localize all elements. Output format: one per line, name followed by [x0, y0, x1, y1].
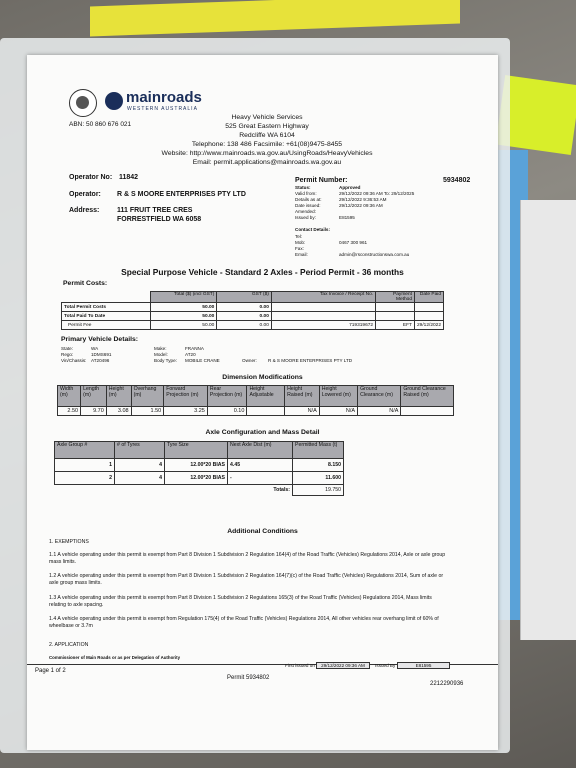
col-header: GST ($) [217, 292, 272, 303]
dimensions-heading: Dimension Modifications [222, 374, 303, 381]
operator-name: R & S MOORE ENTERPRISES PTY LTD [117, 191, 246, 198]
mob-value: 0467 300 961 [339, 240, 368, 245]
contact-key: Fax: [295, 246, 304, 251]
contact-key: Email: [295, 252, 308, 257]
address-line: Telephone: 138 486 Facsimile: +61(08)9475-8455 [191, 141, 343, 148]
cell: 1 [55, 459, 115, 472]
condition-item: 1.3 A vehicle operating under this permit is exempt from Part 8 Division 1 Subdivision 2 Regulations 165(3) of the Road Traffic (Vehicles) Regulations 2014, Mass limits relating to axle spacing. [49, 595, 432, 608]
table-row [58, 407, 454, 416]
col-header: Height Raised (m) [285, 386, 320, 407]
issued-by-value: E81595 [397, 662, 451, 669]
costs-blank-header [62, 292, 151, 303]
cell [376, 312, 415, 321]
issued-value: 29/12/2022 09:36 AM [339, 203, 383, 208]
totals-value: 19.750 [293, 485, 344, 496]
wa-crest-icon [69, 89, 97, 117]
col-header: Height Adjustable [247, 386, 285, 407]
cell: 11.600 [293, 472, 344, 485]
table-row [62, 321, 444, 330]
vehicle-values-right [185, 346, 220, 364]
vehicle-key: Vin/Chassis: [61, 358, 87, 363]
email-value: admin@rsconstructionswa.com.au [339, 252, 410, 257]
cell: N/A [285, 407, 320, 416]
row-label: Total Permit Costs [62, 303, 151, 312]
vehicle-heading: Primary Vehicle Details: [61, 336, 139, 343]
permit-page [27, 55, 498, 750]
address-line: 525 Great Eastern Highway [225, 123, 309, 130]
vehicle-key: Model: [154, 352, 168, 357]
cell: 3.25 [164, 407, 208, 416]
permit-field: Amended: [295, 209, 316, 214]
axles-heading: Axle Configuration and Mass Detail [205, 429, 320, 436]
col-header: Length (m) [81, 386, 107, 407]
cell: 2.50 [58, 407, 81, 416]
contact-values [339, 234, 409, 258]
dimensions-table [57, 385, 454, 416]
first-issued-label: First issued on [285, 663, 315, 668]
table-row [55, 459, 344, 472]
col-header: Next Axle Dist (m) [228, 442, 293, 459]
col-header: Height (m) [106, 386, 131, 407]
model-value: AT20 [185, 352, 196, 357]
contact-key: Mob: [295, 240, 306, 245]
totals-row [55, 485, 344, 496]
cell: 0.00 [217, 303, 272, 312]
table-header-row [58, 386, 454, 407]
row-label: Total Paid To Date [62, 312, 151, 321]
vehicle-key: Body Type: [154, 358, 177, 363]
cell: 50.00 [150, 321, 216, 330]
vehicle-values-left [91, 346, 111, 364]
cell: 2 [55, 472, 115, 485]
operator-no-label: Operator No: [69, 174, 113, 181]
col-header: Tyre Size [165, 442, 228, 459]
vehicle-keys-right [154, 346, 177, 364]
permit-values [339, 185, 414, 221]
col-header: Tax Invoice / Receipt No. [271, 292, 375, 303]
mainroads-icon [105, 92, 123, 110]
make-value: FRANNA [185, 346, 204, 351]
permit-field: Status: [295, 185, 311, 190]
contact-keys [295, 234, 308, 258]
address-label: Address: [69, 207, 100, 214]
cell: 12.00*20 BIAS [165, 472, 228, 485]
cell: 50.00 [150, 303, 216, 312]
commissioner-text: Commissioner of Main Roads or as per Delegation of Authority [49, 655, 181, 660]
cell: 4 [115, 472, 165, 485]
costs-heading: Permit Costs: [63, 280, 108, 287]
condition-item: 1.2 A vehicle operating under this permit is exempt from Part 8 Division 1 Subdivision 2 Regulation 164(7)(c) of the Road Traffic (Vehicles) Regulations 2014, Sum of axle or axle group mass limits. [49, 573, 444, 586]
cell: 0.00 [217, 321, 272, 330]
valid-value: 29/12/2022 09:36 AM To: 29/12/2025 [339, 191, 415, 196]
permit-number-label: Permit Number: [295, 177, 348, 184]
agency-sub: WESTERN AUSTRALIA [127, 106, 198, 112]
vehicle-key: Rego: [61, 352, 74, 357]
background-card [520, 200, 576, 640]
owner-value: R & S MOORE ENTERPRISES PTY LTD [268, 358, 353, 363]
cell: 8.150 [293, 459, 344, 472]
cell: 4.45 [228, 459, 293, 472]
table-row [62, 303, 444, 312]
cell [271, 303, 375, 312]
col-header: Ground Clearance (m) [358, 386, 401, 407]
conditions-heading: Additional Conditions [227, 528, 298, 535]
contact-label: Contact Details: [295, 227, 330, 232]
condition-item: 1.1 A vehicle operating under this permit is exempt from Part 8 Division 1 Subdivision 2 Regulation 164(4) of the Road Traffic (Vehicles) Regulations 2014, Axle or axle group mass limits. [49, 552, 446, 565]
issued-by-value: E81595 [339, 215, 355, 220]
page-number: Page 1 of 2 [35, 668, 66, 674]
cell: 29/12/2022 [414, 321, 443, 330]
col-header: Date Paid [414, 292, 443, 303]
address-line: Email: permit.applications@mainroads.wa.gov.au [192, 159, 342, 166]
col-header: Overhang (m) [131, 386, 164, 407]
details-value: 29/12/2022 9:36:53 AM [339, 197, 387, 202]
cell: - [228, 472, 293, 485]
footer-permit: Permit 5934802 [227, 675, 270, 681]
condition-item: 1.4 A vehicle operating under this permit is exempt from Regulation 175(4) of the Road Traffic (Vehicles) Regulations 2014, All other vehicles rear overhang limit of 60% of wheelbase or 3.7m [49, 616, 439, 629]
cell [247, 407, 285, 416]
cell: EFT [376, 321, 415, 330]
vehicle-key: State: [61, 346, 74, 351]
totals-label: Totals: [273, 487, 290, 494]
col-header: Payment Method [376, 292, 415, 303]
permit-number: 5934802 [443, 177, 471, 184]
exemptions-heading: 1. EXEMPTIONS [49, 539, 89, 545]
abn: ABN: 50 860 676 021 [69, 121, 132, 128]
operator-label: Operator: [69, 191, 101, 198]
col-header: Axle Group # [55, 442, 115, 459]
cell: 719319672 [271, 321, 375, 330]
cell [414, 303, 443, 312]
agency-address [137, 113, 397, 167]
contact-key: Tel: [295, 234, 303, 239]
address-line: Website: http://www.mainroads.wa.gov.au/UsingRoads/HeavyVehicles [161, 150, 373, 157]
cell [376, 303, 415, 312]
axles-table [54, 441, 344, 496]
address-line: Redcliffe WA 6104 [239, 132, 295, 139]
cell: N/A [319, 407, 357, 416]
cell: 50.00 [150, 312, 216, 321]
permit-field: Details as at: [295, 197, 322, 202]
col-header: Forward Projection (m) [164, 386, 208, 407]
first-issued [285, 662, 450, 669]
permit-field: Valid from: [295, 191, 317, 196]
cell: 9.70 [81, 407, 107, 416]
status-value: Approved [339, 185, 361, 190]
col-header: Height Lowered (m) [319, 386, 357, 407]
col-header: Total ($) (incl GST) [150, 292, 216, 303]
col-header: Permitted Mass (t) [293, 442, 344, 459]
cell: 1.50 [131, 407, 164, 416]
cell [271, 312, 375, 321]
owner-key: Owner: [242, 358, 257, 363]
vehicle-keys-left [61, 346, 86, 364]
first-issued-value: 29/12/2022 09:36 AM [316, 662, 370, 669]
table-row [55, 472, 344, 485]
permit-field: Issued by: [295, 215, 316, 220]
cell: 0.10 [207, 407, 247, 416]
body-value: MOBILE CRANE [185, 358, 220, 363]
cell: N/A [358, 407, 401, 416]
col-header: Width (m) [58, 386, 81, 407]
background-yellow-object [90, 0, 460, 36]
issued-by-label: Issued By [375, 663, 396, 668]
operator-no: 11842 [119, 174, 139, 181]
table-row [62, 312, 444, 321]
address-line2: FORRESTFIELD WA 6058 [117, 216, 202, 223]
cell: 0.00 [217, 312, 272, 321]
agency-name: mainroads [126, 89, 202, 106]
col-header: Ground Clearance Raised (m) [401, 386, 454, 407]
vehicle-key: Make: [154, 346, 167, 351]
cell [414, 312, 443, 321]
cell: 3.08 [106, 407, 131, 416]
state-value: WA [91, 346, 99, 351]
cell: 12.00*20 BIAS [165, 459, 228, 472]
rego-value: 1DMS691 [91, 352, 112, 357]
footer-code: 2212290936 [430, 681, 464, 687]
col-header: # of Tyres [115, 442, 165, 459]
cell [401, 407, 454, 416]
application-heading: 2. APPLICATION [49, 642, 89, 648]
address-line1: 111 FRUIT TREE CRES [117, 207, 193, 214]
vin-value: AT20496 [91, 358, 110, 363]
permit-field: Date issued: [295, 203, 321, 208]
col-header: Rear Projection (m) [207, 386, 247, 407]
row-label: Permit Fee [62, 321, 151, 330]
address-line: Heavy Vehicle Services [231, 114, 303, 121]
permit-fields [295, 185, 322, 221]
costs-table [61, 291, 444, 330]
cell: 4 [115, 459, 165, 472]
permit-title: Special Purpose Vehicle - Standard 2 Axles - Period Permit - 36 months [121, 267, 404, 277]
